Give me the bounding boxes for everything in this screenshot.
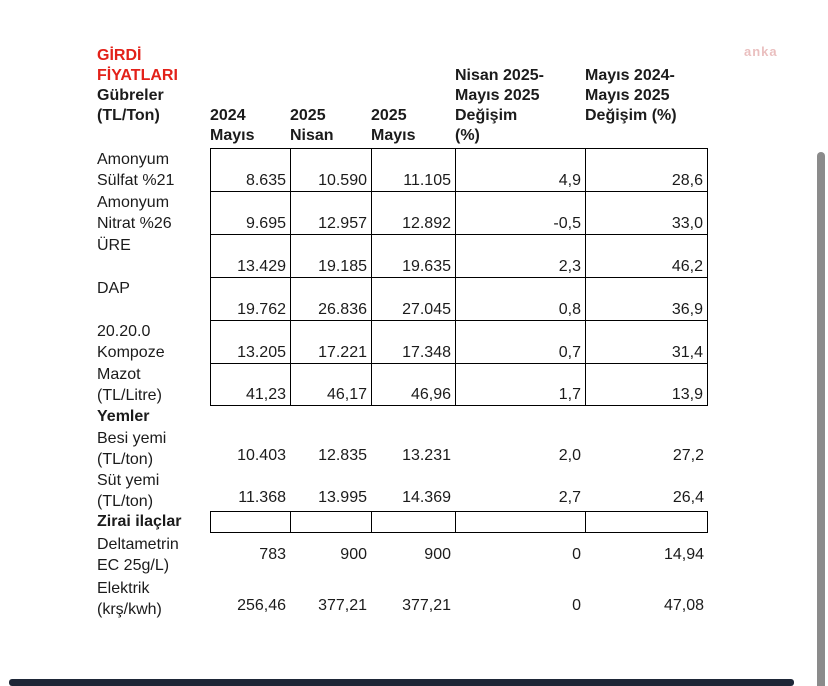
cell-value: 27,2 (672, 447, 704, 464)
cell-value: 26.836 (290, 277, 371, 320)
cell-value: 8.635 (210, 148, 290, 191)
row-label (97, 320, 210, 363)
row-label (97, 148, 210, 191)
cell-value: 14,94 (663, 546, 704, 563)
cell-value: 2,0 (558, 447, 581, 464)
column-header-2024-mayis (210, 44, 290, 148)
cell-value: 1,7 (455, 363, 585, 406)
table-row-mazot (97, 363, 708, 406)
column-header-line: Mayıs 2025 (455, 87, 540, 104)
cell-value: 13.231 (402, 447, 451, 464)
cell-value: 900 (340, 546, 367, 563)
row-label (97, 363, 210, 406)
column-header-line: Mayıs (371, 127, 416, 144)
cell-value: 377,21 (402, 597, 451, 614)
column-header-line: (%) (455, 127, 480, 144)
column-header-2025-mayis (371, 44, 455, 148)
row-label-line1: Mazot (97, 366, 141, 383)
empty-cell (290, 511, 371, 533)
column-header-line: Mayıs 2024- (585, 67, 675, 84)
cell-value: 12.835 (318, 447, 367, 464)
row-label-line1: Süt yemi (97, 472, 160, 489)
cell-value: 783 (259, 546, 286, 563)
cell-value: 2,3 (455, 234, 585, 277)
row-label (97, 277, 210, 320)
table-row-deltametrin (97, 533, 708, 577)
column-header-line: Değişim (%) (585, 107, 677, 124)
table-row-elektrik (97, 577, 708, 620)
section-label: Yemler (97, 408, 150, 425)
cell-value: 256,46 (237, 597, 286, 614)
empty-cell (455, 511, 585, 533)
anka-watermark: anka (744, 44, 778, 59)
row-label (97, 191, 210, 234)
cell-value: 19.185 (290, 234, 371, 277)
cell-value: 9.695 (210, 191, 290, 234)
cell-value: 28,6 (585, 148, 708, 191)
row-label (97, 577, 210, 620)
cell-value: 19.635 (371, 234, 455, 277)
cell-value: 31,4 (585, 320, 708, 363)
cell-value: 46,17 (290, 363, 371, 406)
scrollbar-thumb[interactable] (817, 152, 825, 686)
row-label (97, 533, 210, 577)
cell-value: 17.348 (371, 320, 455, 363)
row-label-line2: (TL/ton) (97, 451, 154, 468)
row-label (97, 427, 210, 470)
table-row-amonyum-sulfat (97, 148, 708, 191)
row-group-label: Gübreler (97, 87, 164, 104)
cell-value: 36,9 (585, 277, 708, 320)
cell-value: 26,4 (672, 489, 704, 506)
input-prices-table (97, 44, 708, 620)
cell-value: 13,9 (585, 363, 708, 406)
column-header-line: Nisan 2025- (455, 67, 544, 84)
column-header-line: 2025 (290, 107, 326, 124)
row-label-line1: Elektrik (97, 580, 150, 597)
column-header-line: Mayıs 2025 (585, 87, 670, 104)
cell-value: -0,5 (455, 191, 585, 234)
row-label-line2: (TL/Litre) (97, 387, 162, 404)
cell-value: 12.957 (290, 191, 371, 234)
cell-value: 27.045 (371, 277, 455, 320)
column-header-line: 2024 (210, 107, 246, 124)
cell-value: 47,08 (663, 597, 704, 614)
section-label: Zirai ilaçlar (97, 513, 182, 530)
cell-value: 41,23 (210, 363, 290, 406)
row-label-line1: DAP (97, 280, 130, 297)
cell-value: 46,96 (371, 363, 455, 406)
cell-value: 17.221 (290, 320, 371, 363)
section-row-zirai-ilaclar (97, 511, 708, 533)
column-header-line: 2025 (371, 107, 407, 124)
section-row-yemler (97, 406, 708, 427)
row-label (97, 234, 210, 277)
row-label-line2: (krş/kwh) (97, 601, 162, 618)
cell-value: 900 (424, 546, 451, 563)
scrollbar[interactable] (814, 0, 828, 686)
cell-value: 14.369 (402, 489, 451, 506)
cell-value: 0 (572, 597, 581, 614)
table-row-sut-yemi (97, 469, 708, 511)
row-group-unit: (TL/Ton) (97, 107, 160, 124)
table-row-dap (97, 277, 708, 320)
cell-value: 10.590 (290, 148, 371, 191)
row-label-line1: 20.20.0 (97, 323, 151, 340)
row-label-line1: ÜRE (97, 237, 131, 254)
column-header-line: Nisan (290, 127, 334, 144)
cell-value: 2,7 (558, 489, 581, 506)
column-header-line: Değişim (455, 107, 518, 124)
table-row-besi-yemi (97, 427, 708, 469)
cell-value: 13.429 (210, 234, 290, 277)
cell-value: 12.892 (371, 191, 455, 234)
table-row-ure (97, 234, 708, 277)
cell-value: 19.762 (210, 277, 290, 320)
row-label-line1: Amonyum (97, 194, 170, 211)
cell-value: 4,9 (455, 148, 585, 191)
row-label-line2: (TL/ton) (97, 493, 154, 510)
cell-value: 10.403 (237, 447, 286, 464)
page-title-line1: GİRDİ (97, 47, 142, 64)
cell-value: 13.995 (318, 489, 367, 506)
table-header-row (97, 44, 708, 148)
table-row-kompoze (97, 320, 708, 363)
column-header-yearly-change (585, 44, 708, 148)
table-row-amonyum-nitrat (97, 191, 708, 234)
row-label-line1: Besi yemi (97, 430, 167, 447)
cell-value: 46,2 (585, 234, 708, 277)
row-label-line2: Nitrat %26 (97, 215, 172, 232)
cell-value: 0,8 (455, 277, 585, 320)
empty-cell (585, 511, 708, 533)
row-label (97, 469, 210, 512)
cell-value: 0 (572, 546, 581, 563)
cell-value: 0,7 (455, 320, 585, 363)
row-label-line1: Amonyum (97, 151, 170, 168)
cell-value: 33,0 (585, 191, 708, 234)
cell-value: 13.205 (210, 320, 290, 363)
page-title-line2: FİYATLARI (97, 67, 178, 84)
empty-cell (371, 511, 455, 533)
column-header-2025-nisan (290, 44, 371, 148)
row-label-line2: EC 25g/L) (97, 557, 170, 574)
bottom-navy-bar (9, 679, 794, 686)
column-header-monthly-change (455, 44, 585, 148)
row-label-line2: Sülfat %21 (97, 172, 175, 189)
column-header-line: Mayıs (210, 127, 255, 144)
cell-value: 11.368 (238, 489, 286, 506)
cell-value: 377,21 (318, 597, 367, 614)
cell-value: 11.105 (371, 148, 455, 191)
row-label-line2: Kompoze (97, 344, 165, 361)
empty-cell (210, 511, 290, 533)
table-title-block (97, 44, 210, 148)
row-label-line1: Deltametrin (97, 536, 179, 553)
